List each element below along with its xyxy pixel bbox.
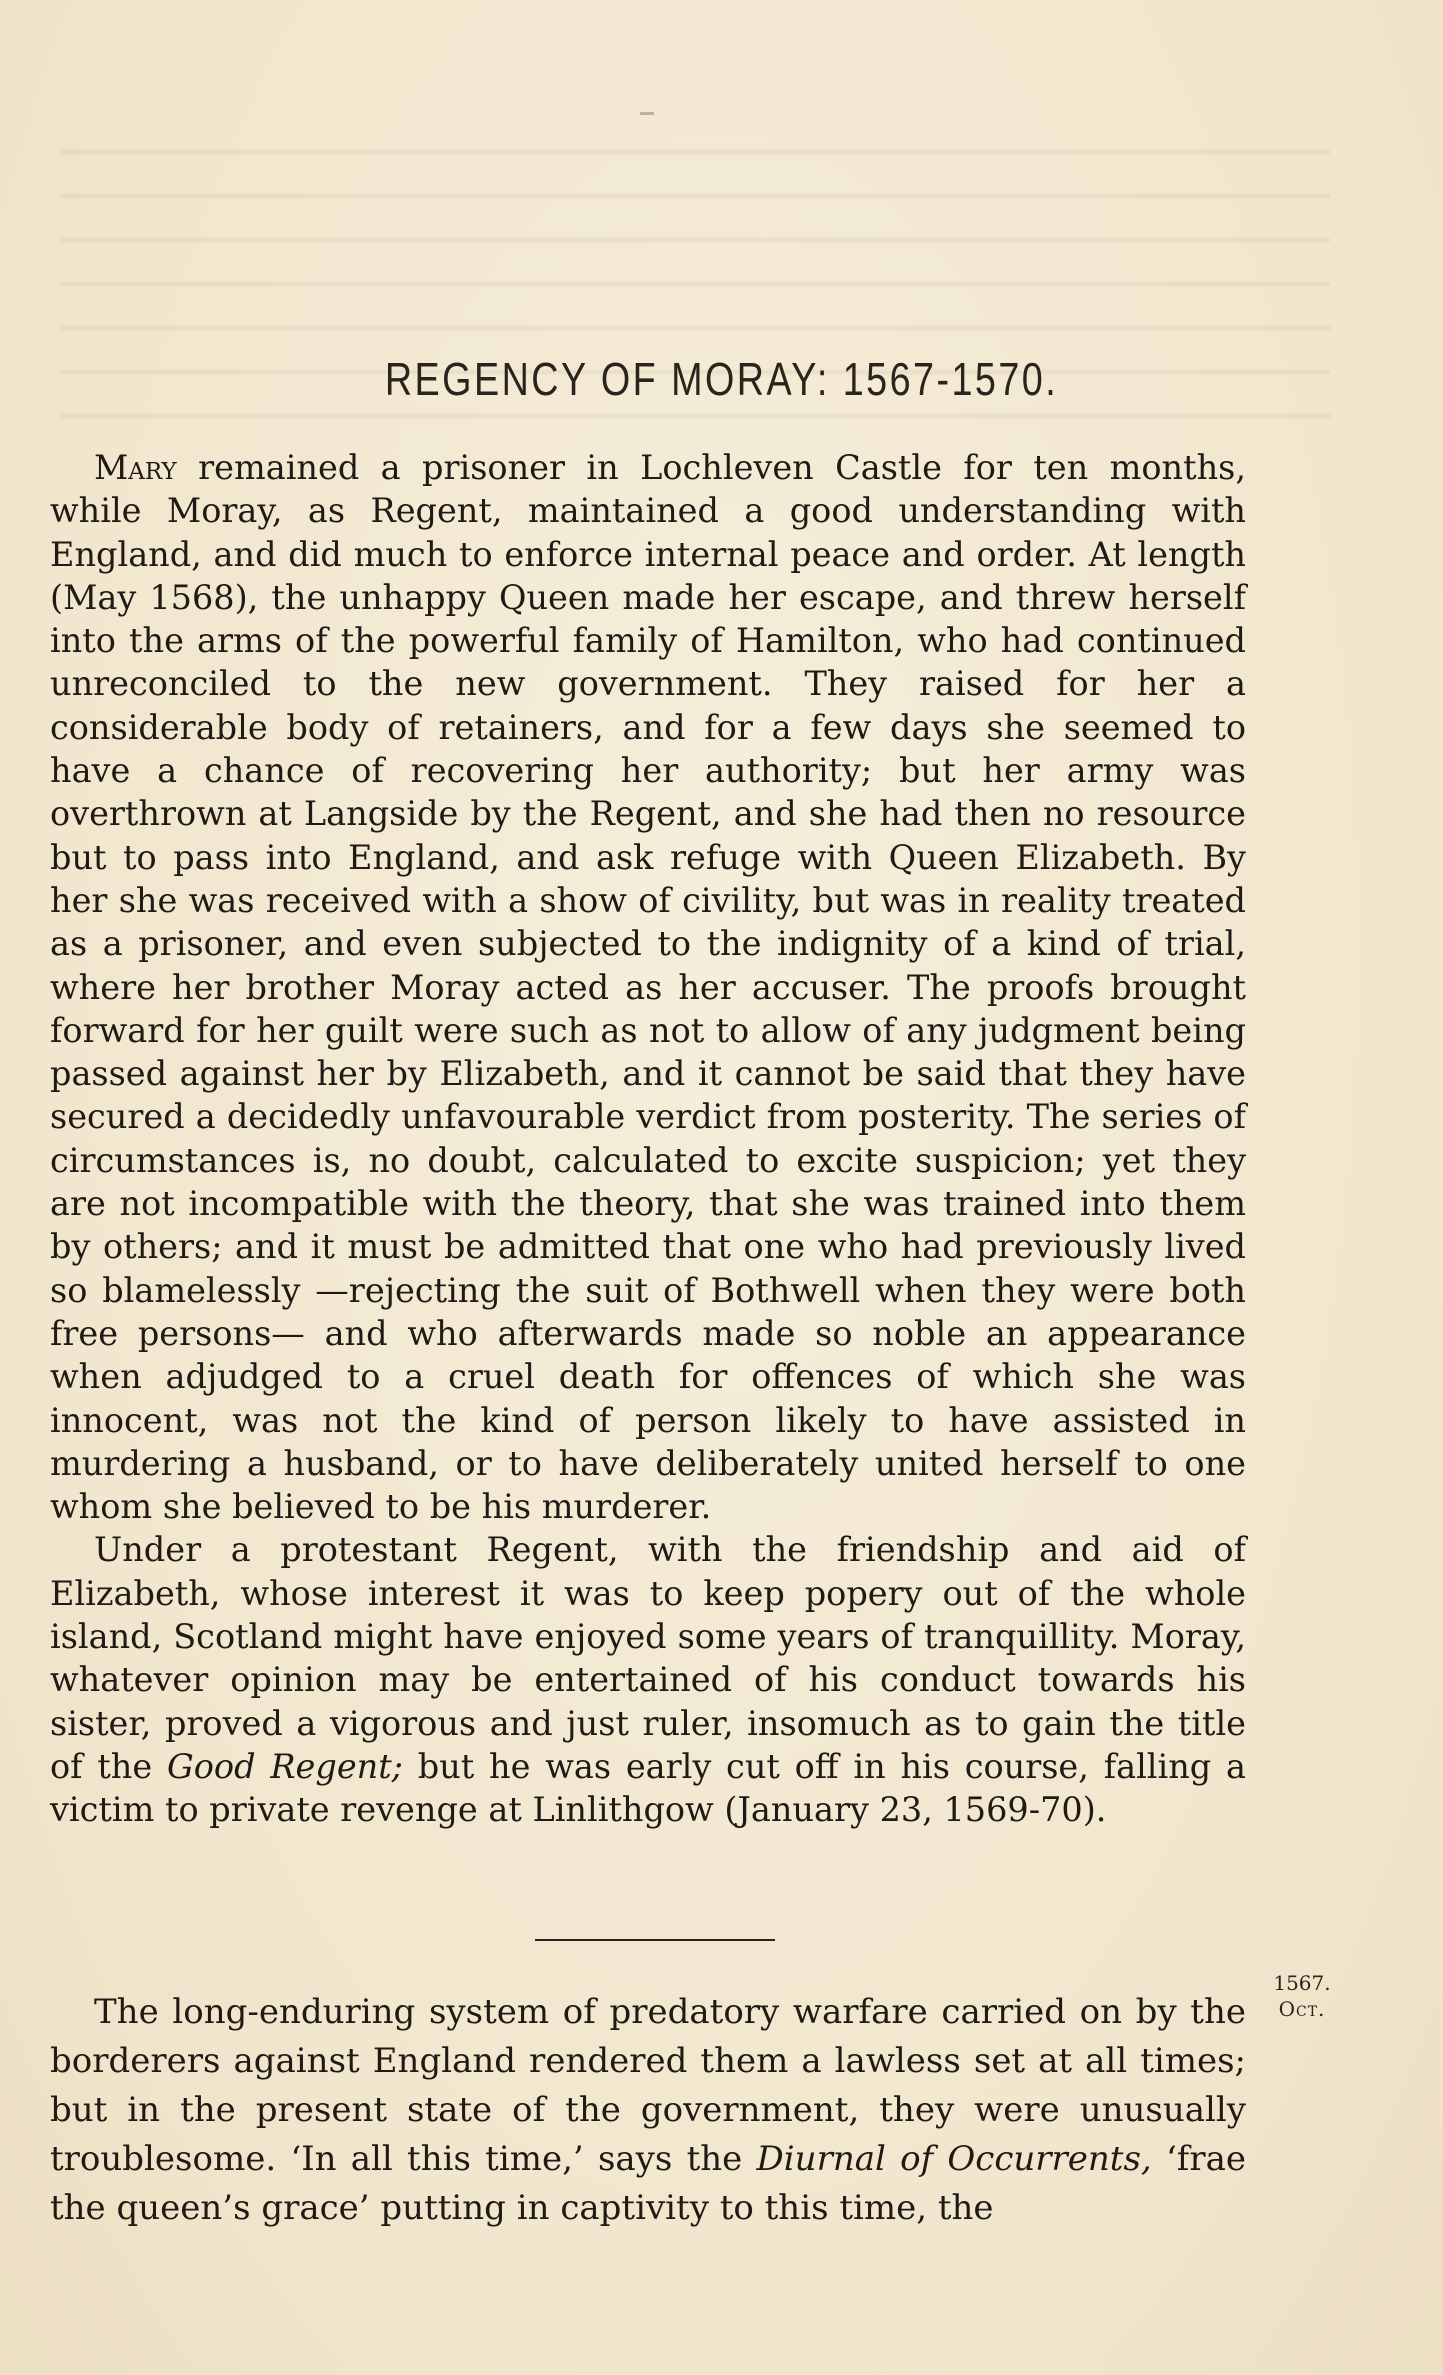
- paragraph-3: [50, 1988, 1246, 2233]
- section-two-text: [50, 1988, 1246, 2233]
- paragraph-1: [50, 446, 1246, 1528]
- paragraph-1-text: remained a prisoner in Lochleven Castle for ten months, while Moray, as Regent, maintained a good understanding with England, and did much to enforce internal peace and order. At length (May 1568), the unhappy Queen made her escape, and threw herself into the arms of the powerful family of Hamilton, who had continued unreconciled to the new government. They raised for her a considerable body of retainers, and for a few days she seemed to have a chance of recovering her authority; but her army was overthrown at Langside by the Regent, and she had then no resource but to pass into England, and ask refuge with Queen Elizabeth. By her she was received with a show of civility, but was in reality treated as a prisoner, and even subjected to the indignity of a kind of trial, where her brother Moray acted as her accuser. The proofs brought forward for her guilt were such as not to allow of any judgment being passed against her by Elizabeth, and it cannot be said that they have secured a decidedly unfavourable verdict from posterity. The series of circumstances is, no doubt, calculated to excite suspicion; yet they are not incompatible with the theory, that she was trained into them by others; and it must be admitted that one who had previously lived so blamelessly —rejecting the suit of Bothwell when they were both free persons— and who afterwards made so noble an appearance when adjudged to a cruel death for offences of which she was innocent, was not the kind of person likely to have assisted in murdering a husband, or to have deliberately united herself to one whom she believed to be his murderer.: [50, 448, 1246, 1527]
- paragraph-2-text-b: but he was early cut off in his course, falling a victim to private revenge at Linlithgow (January 23, 1569-70).: [50, 1746, 1246, 1830]
- paragraph-1-lead: Mary: [94, 448, 177, 487]
- paragraph-2: [50, 1528, 1246, 1831]
- margin-date-note: [1262, 1970, 1342, 2022]
- chapter-heading: REGENCY OF MORAY: 1567-1570.: [384, 353, 1059, 405]
- margin-month: Oct.: [1278, 1997, 1326, 2021]
- paragraph-2-text-a: Under a protestant Regent, with the friendship and aid of Elizabeth, whose interest it was to keep popery out of the whole island, Scotland might have enjoyed some years of tranquillity. Moray, whatever opinion may be entertained of his conduct towards his sister, proved a vigorous and just ruler, insomuch as to gain the title of the: [50, 1530, 1246, 1786]
- paragraph-3-italic: Diurnal of Occurrents,: [756, 2139, 1152, 2179]
- paragraph-3-text-a: The long-enduring system of predatory warfare carried on by the borderers against England rendered them a lawless set at all times; but in the present state of the government, they were unusually troublesome. ‘In all this time,’ says the: [50, 1992, 1246, 2179]
- paragraph-2-italic: Good Regent;: [167, 1746, 403, 1786]
- paragraph-3-text-b: ‘frae the queen’s grace’ putting in captivity to this time, the: [50, 2139, 1247, 2228]
- margin-year: 1567.: [1273, 1971, 1331, 1995]
- section-one-text: [50, 446, 1246, 1832]
- section-divider: [535, 1939, 775, 1941]
- page-mark: [640, 112, 654, 115]
